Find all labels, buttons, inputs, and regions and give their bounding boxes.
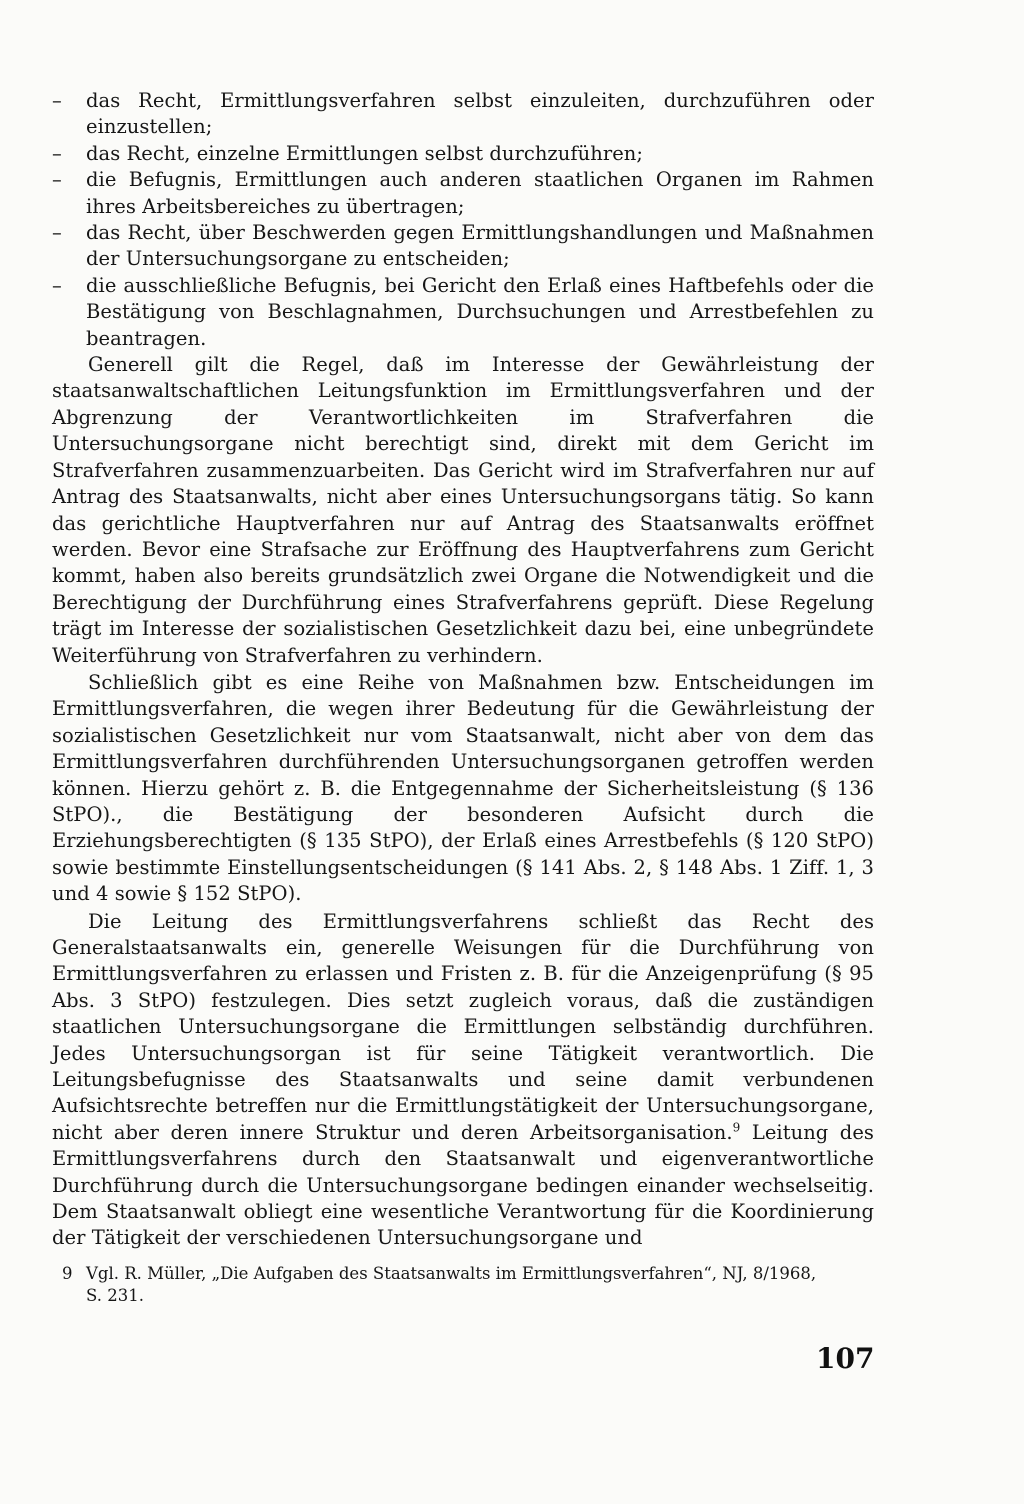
list-item-text: die Befugnis, Ermittlungen auch anderen staatlichen Organen im Rahmen ihres Arbeitsbereiches zu übertragen; [86,168,874,218]
page-number: 107 [816,1342,875,1375]
list-item [52,220,874,273]
list-item-text: die ausschließliche Befugnis, bei Gericht den Erlaß eines Haftbefehls oder die Bestätigung von Beschlagnahmen, Durchsuchungen und Arrestbefehlen zu beantragen. [86,273,874,350]
footnote-line-2: S. 231. [86,1286,144,1305]
paragraph-general-rule: Generell gilt die Regel, daß im Interesse der Gewährleistung der staatsanwaltschaftlichen Leitungsfunktion im Ermittlungsverfahren und der Abgrenzung der Verantwortlichkeiten im Strafverfahren die Untersuchungsorgane nicht berechtigt sind, direkt mit dem Gericht im Strafverfahren zusammenzuarbeiten. Das Gericht wird im Strafverfahren nur auf Antrag des Staatsanwalts, nicht aber eines Untersuchungsorgans tätig. So kann das gerichtliche Hauptverfahren nur auf Antrag des Staatsanwalts eröffnet werden. Bevor eine Strafsache zur Eröffnung des Hauptverfahrens zum Gericht kommt, haben also bereits grundsätzlich zwei Organe die Notwendigkeit und die Berechtigung der Durchführung eines Strafverfahrens geprüft. Diese Regelung trägt im Interesse der sozialistischen Gesetzlichkeit dazu bei, eine unbegründete Weiterführung von Strafverfahren zu verhindern. [52,353,874,667]
dash-marker: – [52,221,62,245]
dash-marker: – [52,89,62,112]
paragraph-leadership-part1: Die Leitung des Ermittlungsverfahrens schließt das Recht des Generalstaatsanwalts ein, generelle Weisungen für die Durchführung von Ermittlungsverfahren zu erlassen und Fristen z. B. für die Anzeigenprüfung (§ 95 Abs. 3 StPO) festzulegen. Dies setzt zugleich voraus, daß die zuständigen staatlichen Untersuchungsorgane die Ermittlungen selbständig durchführen. Jedes Untersuchungsorgan ist für seine Tätigkeit verantwortlich. Die Leitungsbefugnisse des Staatsanwalts und seine damit verbundenen Aufsichtsrechte betreffen nur die Ermittlungstätigkeit der Untersuchungsorgane, nicht aber deren innere Struktur und deren Arbeitsorganisation. [52,909,874,1144]
list-item-text: das Recht, Ermittlungsverfahren selbst einzuleiten, durchzuführen oder einzustellen; [86,89,874,139]
paragraph-leadership [52,909,874,1252]
footnote-reference[interactable]: 9 [732,1120,741,1135]
dash-marker: – [52,141,62,165]
list-item [52,88,874,141]
main-text [52,88,874,1252]
list-item [52,141,874,167]
list-item [52,167,874,220]
footnote-text: Vgl. R. Müller, „Die Aufgaben des Staatsanwalts im Ermittlungsverfahren“, NJ, 8/1968, [86,1264,817,1283]
dash-list [52,88,874,352]
list-item [52,273,874,352]
footnote [62,1263,874,1307]
list-item-text: das Recht, über Beschwerden gegen Ermittlungshandlungen und Maßnahmen der Untersuchungsorgane zu entscheiden; [86,221,874,271]
paragraph-leadership-part2: Leitung des Ermittlungsverfahrens durch den Staatsanwalt und eigenverantwortliche Durchführung durch die Untersuchungsorgane bedingen einander wechselseitig. Dem Staatsanwalt obliegt eine wesentliche Verantwortung für die Koordinierung der Tätigkeit der verschiedenen Untersuchungsorgane und [52,1120,874,1250]
list-item-text: das Recht, einzelne Ermittlungen selbst durchzuführen; [86,141,644,165]
dash-marker: – [52,168,62,192]
paragraph-measures: Schließlich gibt es eine Reihe von Maßnahmen bzw. Entscheidungen im Ermittlungsverfahren, die wegen ihrer Bedeutung für die Gewährleistung der sozialistischen Gesetzlichkeit nur vom Staatsanwalt, nicht aber von dem das Ermittlungsverfahren durchführenden Untersuchungsorganen getroffen werden können. Hierzu gehört z. B. die Entgegennahme der Sicherheitsleistung (§ 136 StPO)., die Bestätigung der besonderen Aufsicht durch die Erziehungsberechtigten (§ 135 StPO), der Erlaß eines Arrestbefehls (§ 120 StPO) sowie bestimmte Einstellungsentscheidungen (§ 141 Abs. 2, § 148 Abs. 1 Ziff. 1, 3 und 4 sowie § 152 StPO). [52,670,874,906]
footnote-line-1 [62,1263,874,1285]
dash-marker: – [52,273,62,297]
footnote-number: 9 [62,1264,73,1283]
